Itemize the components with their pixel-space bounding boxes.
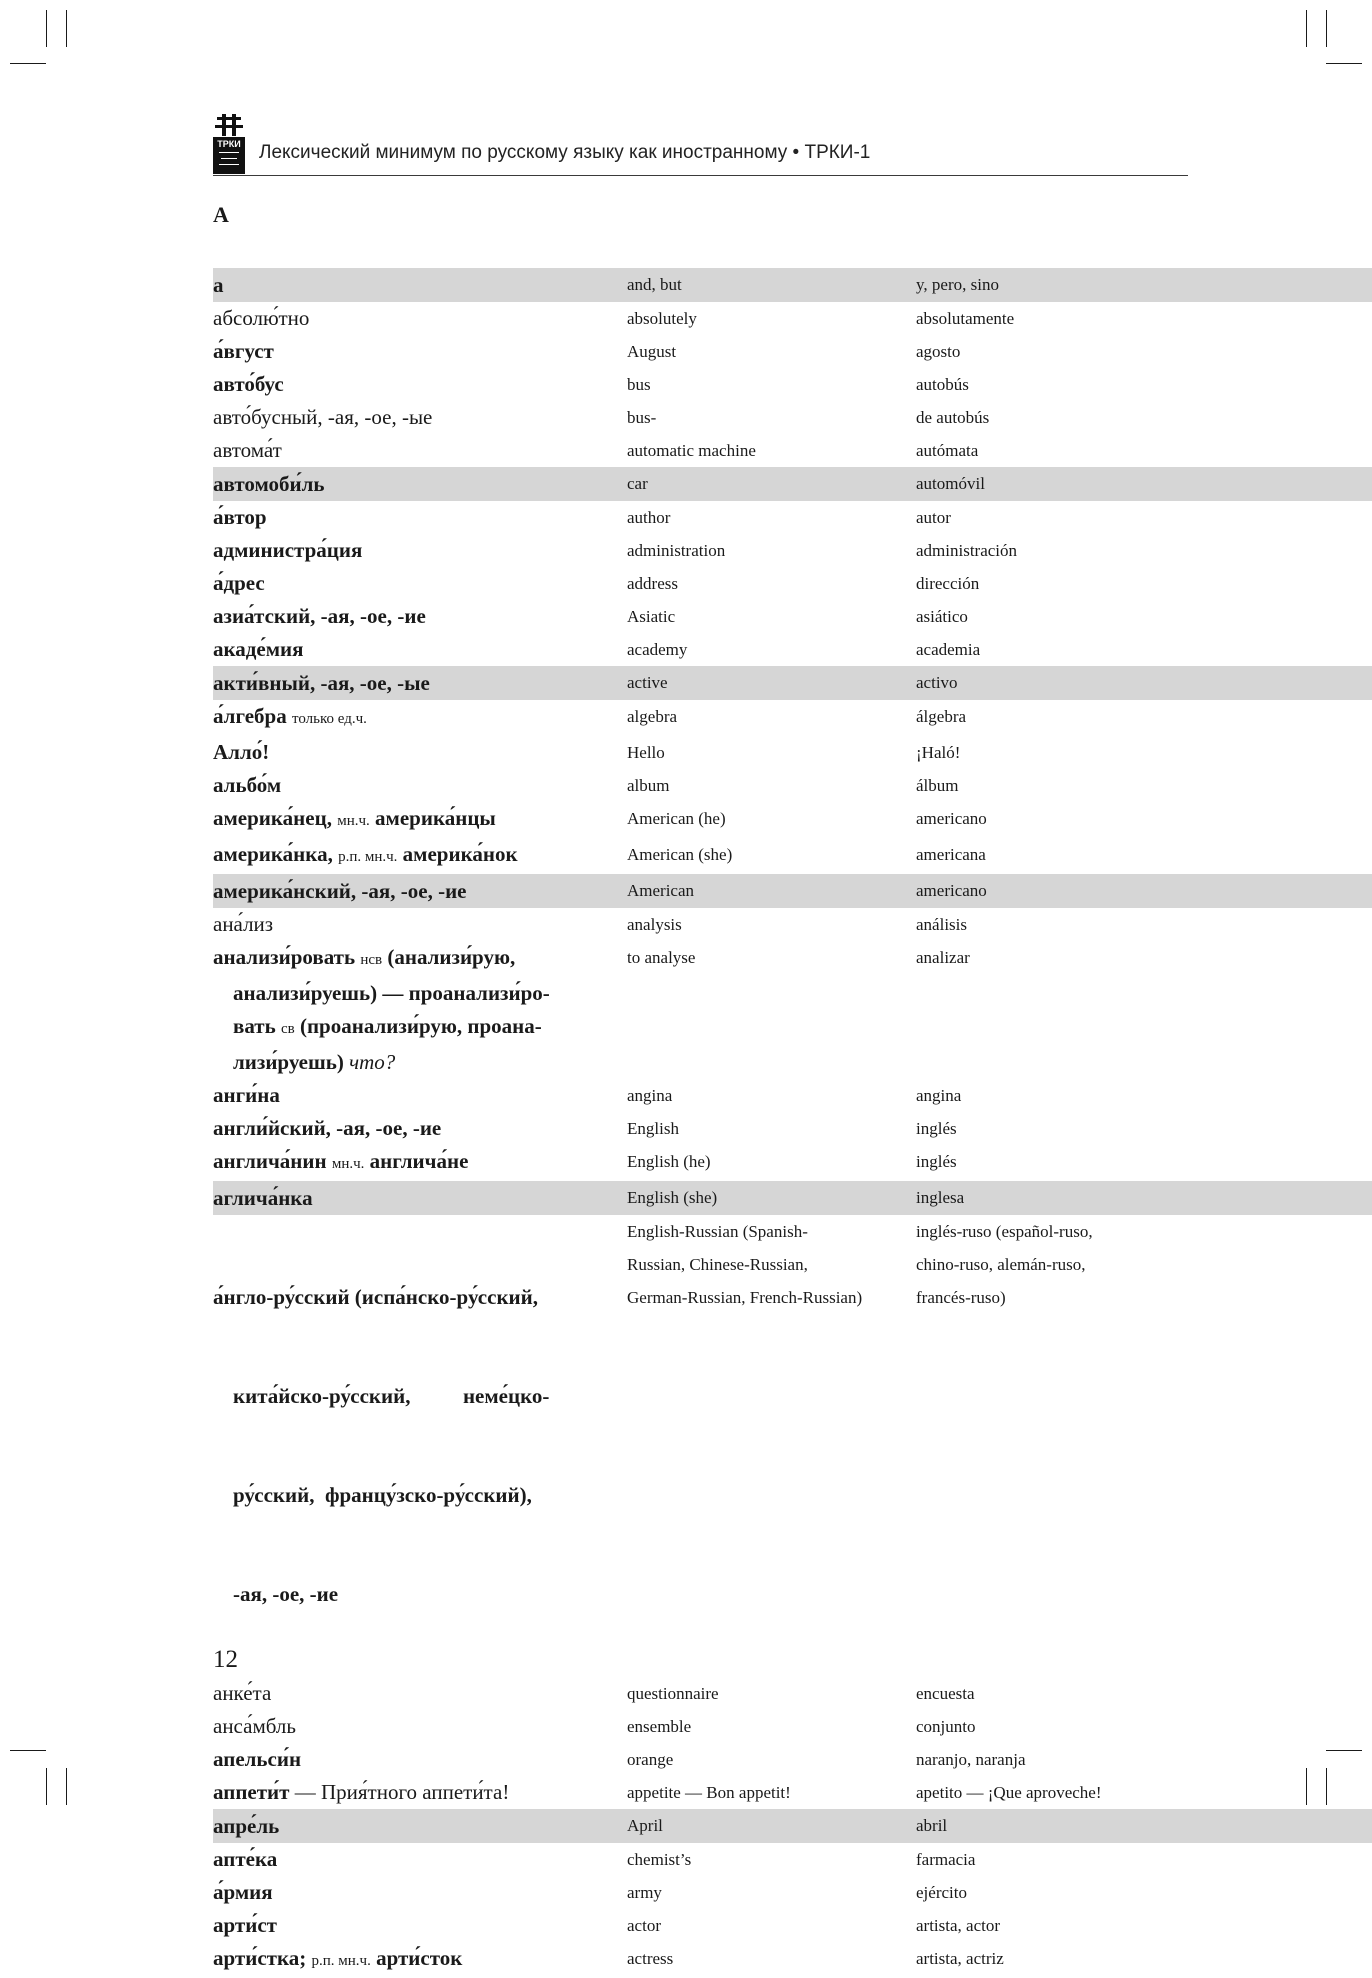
english-translation: orange xyxy=(627,1750,674,1769)
entry xyxy=(213,1743,1372,1776)
spanish-translation: abril xyxy=(916,1816,948,1835)
russian-word: а́лгебра только ед.ч. xyxy=(213,704,367,728)
english-translation: address xyxy=(627,574,678,593)
english-translation: academy xyxy=(627,640,688,659)
russian-word: авто́бусный, -ая, -ое, -ые xyxy=(213,405,433,429)
english-translation: chemist’s xyxy=(627,1850,692,1869)
english-translation: algebra xyxy=(627,707,678,726)
russian-word: а́вгуст xyxy=(213,339,274,363)
russian-word: апре́ль xyxy=(213,1814,280,1838)
english-translation: ensemble xyxy=(627,1717,692,1736)
russian-word: авто́бус xyxy=(213,372,284,396)
english-translation: album xyxy=(627,776,670,795)
question-word: что? xyxy=(349,1050,396,1074)
english-translation: army xyxy=(627,1883,662,1902)
spanish-translation: asiático xyxy=(916,607,968,626)
spanish-translation: artista, actriz xyxy=(916,1949,1004,1968)
spanish-translation: activo xyxy=(916,673,958,692)
spanish-translation: ¡Haló! xyxy=(916,743,961,762)
entry xyxy=(213,1809,1372,1843)
entry xyxy=(213,700,1372,736)
russian-word: абсолю́тно xyxy=(213,306,310,330)
russian-word: апте́ка xyxy=(213,1847,278,1871)
entry xyxy=(213,567,1372,600)
example-phrase: — Прия́тного аппети́та! xyxy=(289,1780,510,1804)
spanish-translation: academia xyxy=(916,640,981,659)
entry xyxy=(213,1145,1372,1181)
russian-word: арти́стка; р.п. мн.ч. арти́сток xyxy=(213,1946,463,1970)
russian-word: апельси́н xyxy=(213,1747,302,1771)
spanish-translation: americano xyxy=(916,881,987,900)
russian-word: Алло́! xyxy=(213,740,270,764)
english-translation: appetite — Bon appetit! xyxy=(627,1783,791,1802)
grammar-note: нсв xyxy=(360,952,383,968)
english-translation: August xyxy=(627,342,677,361)
entry xyxy=(213,633,1372,666)
english-translation: English (she) xyxy=(627,1188,718,1207)
russian-word: а́дрес xyxy=(213,571,265,595)
spanish-translation: absolutamente xyxy=(916,309,1015,328)
spanish-translation: inglés xyxy=(916,1119,957,1138)
crop-mark xyxy=(46,1768,47,1805)
spanish-translation: inglesa xyxy=(916,1188,965,1207)
spanish-translation: americano xyxy=(916,809,987,828)
spanish-translation: agosto xyxy=(916,342,961,361)
russian-word: анса́мбль xyxy=(213,1714,296,1738)
entry xyxy=(213,467,1372,501)
russian-word: а́нгло-ру́сский (испа́нско-ру́сский, кита́йско-ру́сский, неме́цко- ру́сский, францу́зско-ру́сский), -ая, -ое, -ие xyxy=(213,1285,550,1606)
spanish-translation: farmacia xyxy=(916,1850,976,1869)
english-translation: active xyxy=(627,673,668,692)
english-translation: bus xyxy=(627,375,651,394)
english-translation: administration xyxy=(627,541,726,560)
crop-mark xyxy=(66,1768,67,1805)
spanish-translation: apetito — ¡Que aproveche! xyxy=(916,1783,1102,1802)
grammar-note: св xyxy=(280,1021,295,1037)
grammar-note: мн.ч. xyxy=(337,813,370,829)
spanish-translation: angina xyxy=(916,1086,962,1105)
russian-word: америка́нка, р.п. мн.ч. америка́нок xyxy=(213,842,518,866)
grammar-note: мн.ч. xyxy=(331,1156,365,1172)
entry xyxy=(213,534,1372,567)
english-translation: to analyse xyxy=(627,948,696,967)
russian-word: а xyxy=(213,273,224,297)
trki-logo xyxy=(213,112,245,174)
russian-word: азиа́тский, -ая, -ое, -ие xyxy=(213,604,426,628)
russian-word: англи́йский, -ая, -ое, -ие xyxy=(213,1116,442,1140)
spanish-translation: inglés-ruso (español-ruso, chino-ruso, alemán-ruso, francés-ruso) xyxy=(916,1222,1093,1307)
russian-word: анке́та xyxy=(213,1681,272,1705)
logo-text: ТРКИ xyxy=(217,139,241,149)
russian-word: америка́нский, -ая, -ое, -ие xyxy=(213,879,467,903)
entry xyxy=(213,401,1372,434)
entry xyxy=(213,666,1372,700)
spanish-translation: inglés xyxy=(916,1152,957,1171)
spanish-translation: análisis xyxy=(916,915,967,934)
russian-word: администра́ция xyxy=(213,538,363,562)
spanish-translation: álgebra xyxy=(916,707,967,726)
spanish-translation: americana xyxy=(916,845,986,864)
entry xyxy=(213,874,1372,908)
crop-mark xyxy=(66,10,67,47)
russian-word: англича́нин мн.ч. англича́не xyxy=(213,1149,469,1173)
spanish-translation: autor xyxy=(916,508,951,527)
russian-word: альбо́м xyxy=(213,773,282,797)
spanish-translation: autómata xyxy=(916,441,979,460)
grammar-note: р.п. мн.ч. xyxy=(338,849,398,865)
english-translation: and, but xyxy=(627,275,682,294)
english-translation: American xyxy=(627,881,695,900)
russian-word: аппети́т — Прия́тного аппети́та! xyxy=(213,1780,510,1804)
entry xyxy=(213,769,1372,802)
spanish-translation: encuesta xyxy=(916,1684,975,1703)
entry xyxy=(213,368,1372,401)
entry xyxy=(213,434,1372,467)
crop-mark xyxy=(10,63,46,64)
entry xyxy=(213,1710,1372,1743)
spanish-translation: analizar xyxy=(916,948,970,967)
entry xyxy=(213,1215,1372,1677)
spanish-translation: de autobús xyxy=(916,408,990,427)
grammar-note: только ед.ч. xyxy=(291,711,367,727)
crop-mark xyxy=(10,1750,46,1751)
entry xyxy=(213,268,1372,302)
entry xyxy=(213,302,1372,335)
entry xyxy=(213,1112,1372,1145)
russian-word: акти́вный, -ая, -ое, -ые xyxy=(213,671,430,695)
entry xyxy=(213,802,1372,838)
english-translation: author xyxy=(627,508,671,527)
english-translation: April xyxy=(627,1816,663,1835)
russian-word: акаде́мия xyxy=(213,637,304,661)
entry xyxy=(213,1677,1372,1710)
russian-word: аглича́нка xyxy=(213,1186,313,1210)
english-translation: car xyxy=(627,474,648,493)
entry xyxy=(213,908,1372,941)
english-translation: Hello xyxy=(627,743,665,762)
russian-word: автома́т xyxy=(213,438,282,462)
entry xyxy=(213,1909,1372,1942)
crop-mark xyxy=(1306,10,1307,47)
english-translation: American (she) xyxy=(627,845,733,864)
english-translation: English-Russian (Spanish- Russian, Chinese-Russian, German-Russian, French-Russian) xyxy=(627,1222,863,1307)
english-translation: automatic machine xyxy=(627,441,756,460)
entry xyxy=(213,1843,1372,1876)
english-translation: absolutely xyxy=(627,309,697,328)
spanish-translation: álbum xyxy=(916,776,959,795)
english-translation: English xyxy=(627,1119,679,1138)
english-translation: bus- xyxy=(627,408,657,427)
english-translation: analysis xyxy=(627,915,682,934)
spanish-translation: dirección xyxy=(916,574,980,593)
running-header xyxy=(213,108,1188,176)
russian-word: автомоби́ль xyxy=(213,472,325,496)
english-translation: actress xyxy=(627,1949,674,1968)
crop-mark xyxy=(1326,10,1327,47)
entry xyxy=(213,941,1372,1079)
english-translation: American (he) xyxy=(627,809,726,828)
english-translation: questionnaire xyxy=(627,1684,719,1703)
english-translation: actor xyxy=(627,1916,661,1935)
entry xyxy=(213,736,1372,769)
russian-word: ана́лиз xyxy=(213,912,274,936)
page-number: 12 xyxy=(213,1646,238,1673)
spanish-translation: artista, actor xyxy=(916,1916,1001,1935)
spanish-translation: administración xyxy=(916,541,1018,560)
spanish-translation: ejército xyxy=(916,1883,967,1902)
spanish-translation: y, pero, sino xyxy=(916,275,999,294)
english-translation: Asiatic xyxy=(627,607,676,626)
grammar-note: р.п. мн.ч. xyxy=(311,1953,371,1969)
entry xyxy=(213,1079,1372,1112)
russian-word: арти́ст xyxy=(213,1913,277,1937)
entry xyxy=(213,1876,1372,1909)
crop-mark xyxy=(46,10,47,47)
english-translation: English (he) xyxy=(627,1152,711,1171)
entry xyxy=(213,501,1372,534)
entry xyxy=(213,1942,1372,1978)
entry xyxy=(213,335,1372,368)
crop-mark xyxy=(1326,63,1362,64)
entry xyxy=(213,600,1372,633)
russian-word: анализи́ровать нсв (анализи́рую, анализи́руешь) — проанализи́ро- вать св (проанализи́рую, проана- лизи́руешь) что? xyxy=(213,945,550,1074)
russian-word: а́втор xyxy=(213,505,267,529)
spanish-translation: automóvil xyxy=(916,474,985,493)
spanish-translation: naranjo, naranja xyxy=(916,1750,1026,1769)
section-letter: А xyxy=(213,202,229,227)
vocabulary-list xyxy=(213,268,1372,1978)
spanish-translation: autobús xyxy=(916,375,969,394)
spanish-translation: conjunto xyxy=(916,1717,976,1736)
entry xyxy=(213,1181,1372,1215)
russian-word: анги́на xyxy=(213,1083,280,1107)
russian-word: а́рмия xyxy=(213,1880,273,1904)
header-title: Лексический минимум по русскому языку как иностранному • ТРКИ-1 xyxy=(259,142,871,163)
entry xyxy=(213,1776,1372,1809)
russian-word: америка́нец, мн.ч. америка́нцы xyxy=(213,806,496,830)
english-translation: angina xyxy=(627,1086,673,1105)
entry xyxy=(213,838,1372,874)
